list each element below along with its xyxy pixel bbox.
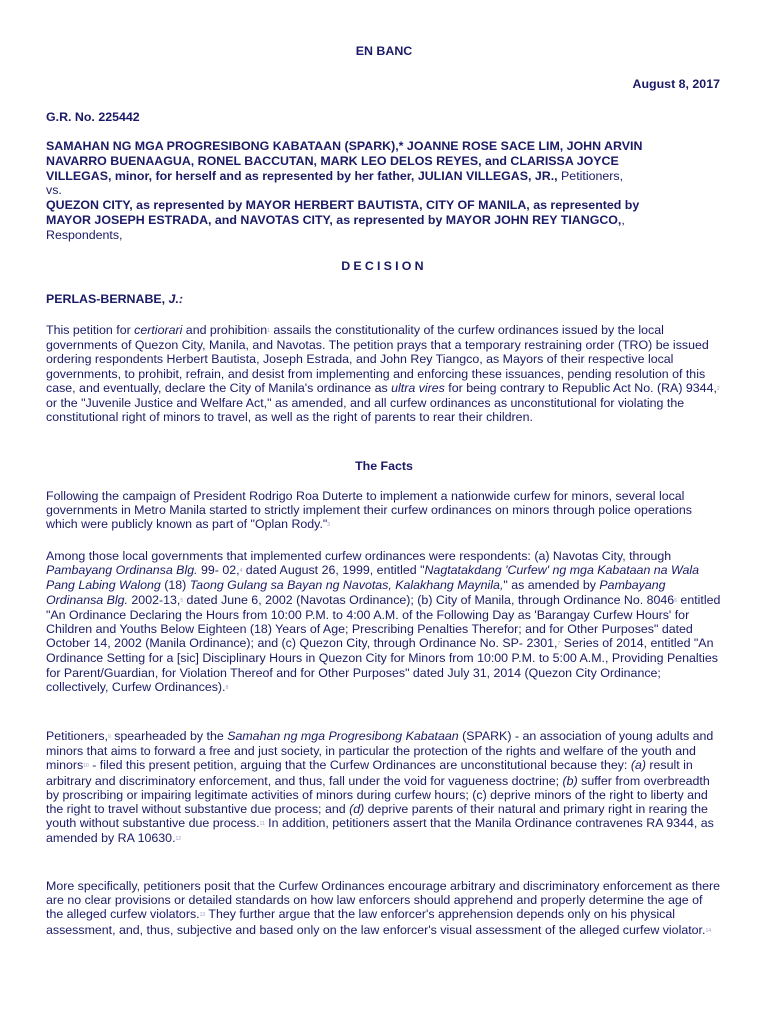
p1-text-certiorari: certiorari [134, 323, 183, 337]
footnote-ref-1[interactable]: 1 [267, 328, 270, 334]
versus-label: vs. [46, 183, 62, 197]
footnote-ref-13[interactable]: 13 [199, 912, 206, 919]
p4-text-k: deprive parents of their natural and primary right in rearing the youth without substantive due process. [46, 802, 708, 831]
respondents-line-2-tail: , [621, 213, 625, 227]
gr-number: G.R. No. 225442 [46, 110, 140, 124]
p3-text-j: 2002-13, [127, 592, 181, 607]
p4-text-l: In addition, petitioners assert that the Manila Ordinance contravenes RA 9344, as amended by RA 10630. [46, 816, 714, 846]
p4-text-a: Petitioners, [46, 729, 108, 743]
petitioners-line-3 [46, 169, 623, 183]
footnote-ref-4[interactable]: 4 [239, 568, 243, 575]
p3-text-l: entitled "An Ordinance Declaring the Hours from 10:00 P.M. to 4:00 A.M. of the Following Day as 'Barangay Curfew Hours' for Children and Youths Below Eighteen (18) Years of Age; Prescribing Penalties Therefor; and for Other Purposes" dated October 14, 2002 (Manila Ordinance); and (c) Quezon City, through Ordinance No. SP- 2301, [46, 592, 721, 651]
petitioners-line-1: SAMAHAN NG MGA PROGRESIBONG KABATAAN (SPARK),* JOANNE ROSE SACE LIM, JOHN ARVIN [46, 139, 643, 153]
footnote-ref-12[interactable]: 12 [175, 836, 182, 843]
decision-heading: DECISION [341, 259, 427, 273]
p4-text-j: (d) [349, 802, 365, 817]
p1-text-g: or the "Juvenile Justice and Welfare Act," as amended, and all curfew ordinances as unconstitutional for violating the constitutional right of minors to travel, as well as the right of parents to rear their children. [46, 396, 685, 425]
paragraph-3 [46, 549, 722, 695]
p4-text-e: - filed this present petition, arguing that the Curfew Ordinances are unconstitutional because they: [88, 758, 631, 773]
footnote-ref-2[interactable]: 2 [716, 385, 720, 392]
p1-text-c: and prohibition [182, 323, 268, 337]
petitioners-line-3-bold: VILLEGAS, minor, for herself and as represented by her father, JULIAN VILLEGAS, JR., [46, 169, 558, 183]
petitioners-label: Petitioners, [557, 169, 624, 183]
respondents-line-2 [46, 213, 625, 227]
en-banc-heading: EN BANC [355, 44, 413, 58]
footnote-ref-3[interactable]: 3 [327, 522, 331, 529]
respondents-label: Respondents, [46, 228, 123, 242]
p1-text-ultra-vires: ultra vires [391, 380, 445, 395]
footnote-ref-11[interactable]: 11 [259, 821, 265, 828]
p1-text-a: This petition for [46, 323, 135, 337]
p5-text-a: More specifically, petitioners posit that the Curfew Ordinances encourage arbitrary and discriminatory enforcement as there are no clear provisions or detailed standards on how law enforcers should apprehend and properly determine the age of the alleged curfew violators. [46, 879, 721, 922]
footnote-ref-7[interactable]: 7 [557, 641, 561, 648]
p4-text-d: (SPARK) - an association of young adults and minors that aims to forward a free and just society, in particular the protection of the rights and welfare of the youth and minors [46, 729, 714, 773]
p3-text-g: Taong Gulang sa Bayan ng Navotas, Kalakhang Maynila, [189, 578, 504, 593]
p1-text-f: for being contrary to Republic Act No. (RA) 9344, [444, 380, 717, 395]
paragraph-2 [46, 489, 722, 533]
petitioners-line-2: NAVARRO BUENAAGUA, RONEL BACCUTAN, MARK LEO DELOS REYES, and CLARISSA JOYCE [46, 154, 619, 168]
paragraph-1 [46, 323, 722, 424]
paragraph-4 [46, 729, 722, 847]
ponente-name: PERLAS-BERNABE, [46, 292, 169, 306]
p3-text-h: " as amended by [503, 578, 600, 593]
footnote-ref-9[interactable]: 9 [107, 734, 111, 740]
p3-text-m: Series of 2014, entitled "An Ordinance Setting for a [sic] Disciplinary Hours in Quezon City for Minors from 10:00 P.M. to 5:00 A.M., Providing Penalties for Parent/Guardian, for Violation Thereof and for Other Purposes" dated July 31, 2014 (Quezon City Ordinance; collectively, Curfew Ordinances). [46, 636, 718, 694]
p5-text-b: They further argue that the law enforcer's apprehension depends only on his physical assessment, and, thus, subjective and based only on the law enforcer's visual assessment of the alleged curfew violator. [46, 907, 706, 937]
decision-date: August 8, 2017 [632, 77, 720, 91]
footnote-ref-6[interactable]: 6 [674, 597, 677, 604]
paragraph-5 [46, 879, 722, 938]
ponente [46, 292, 183, 306]
p3-text-c: 99- 02, [197, 563, 240, 578]
p3-text-i: Pambayang Ordinansa Blg. [46, 578, 666, 607]
respondents-line-2-bold: MAYOR JOSEPH ESTRADA, and NAVOTAS CITY, as represented by MAYOR JOHN REY TIANGCO, [46, 213, 622, 227]
respondents-line-1: QUEZON CITY, as represented by MAYOR HERBERT BAUTISTA, CITY OF MANILA, as represented by [46, 198, 640, 212]
p3-text-d: dated August 26, 1999, entitled " [242, 563, 425, 578]
ponente-title: J.: [168, 292, 184, 306]
p3-text-f: (18) [160, 578, 190, 593]
p4-text-f: (a) [630, 758, 646, 773]
footnote-ref-5[interactable]: 5 [180, 597, 184, 604]
p4-text-g: result in arbitrary and discriminatory enforcement, and thus, fall under the void for vagueness doctrine; [46, 758, 693, 788]
p4-text-h: (b) [562, 773, 578, 788]
facts-heading: The Facts [355, 459, 413, 473]
footnote-ref-10[interactable]: 10 [83, 763, 89, 770]
footnote-ref-14[interactable]: 14 [705, 927, 711, 934]
footnote-ref-8[interactable]: 8 [225, 684, 229, 691]
p3-text-e: Nagtatakdang 'Curfew' ng mga Kabataan na Wala Pang Labing Walong [46, 563, 700, 593]
p3-text-k: dated June 6, 2002 (Navotas Ordinance); (b) City of Manila, through Ordinance No. 8046 [183, 592, 675, 607]
p3-text-b: Pambayang Ordinansa Blg. [46, 563, 198, 578]
p4-text-i: suffer from overbreadth by proscribing or impairing legitimate activities of minors during curfew hours; (c) deprive minors of the right to liberty and the right to travel without substantive due process; and [46, 773, 710, 817]
p2-text: Following the campaign of President Rodrigo Roa Duterte to implement a nationwide curfew for minors, several local governments in Metro Manila started to strictly implement their curfew ordinances on minors through police operations which were publicly known as part of "Oplan Rody." [46, 489, 692, 532]
p4-text-b: spearheaded by the [110, 729, 228, 743]
p4-text-c: Samahan ng mga Progresibong Kabataan [227, 729, 459, 743]
p1-text-d: assails the constitutionality of the curfew ordinances issued by the local governments of Quezon City, Manila, and Navotas. The petition prays that a temporary restraining order (TRO) be issued ordering respondents Herbert Bautista, Joseph Estrada, and John Rey Tiangco, as Mayors of their respective local governments, to prohibit, refrain, and desist from implementing and enforcing these issuances, pending resolution of this case, and eventually, declare the City of Manila's ordinance as [46, 323, 709, 395]
p3-text-a: Among those local governments that implemented curfew ordinances were respondents: (a) Navotas City, through [46, 549, 672, 563]
